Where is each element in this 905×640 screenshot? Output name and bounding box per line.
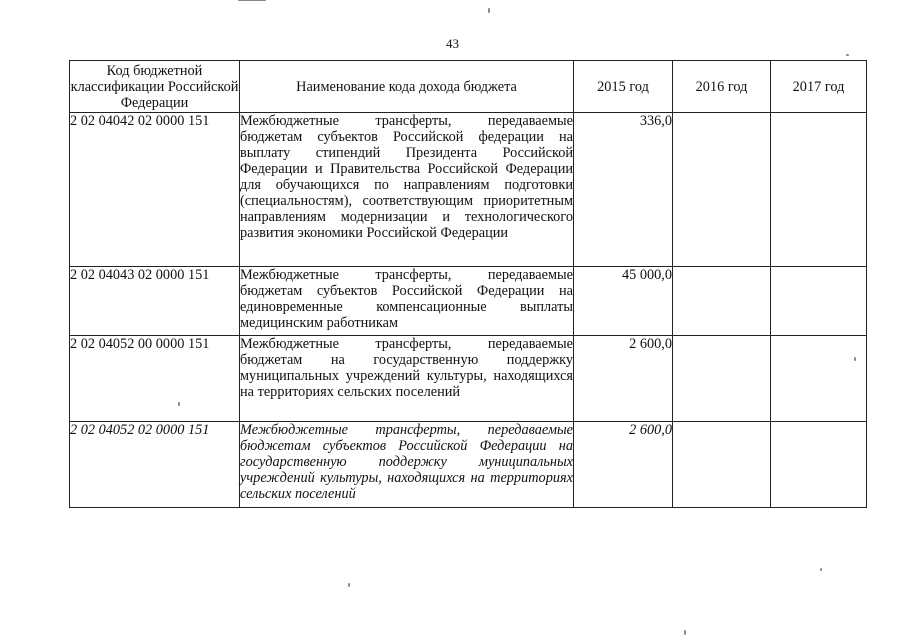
row-value-2015: 336,0 (574, 113, 673, 267)
table-row (70, 267, 867, 336)
row-name: Межбюджетные трансферты, передаваемые бюджетам субъектов Российской Федерации на единовременные компенсационные выплаты медицинским работникам (240, 267, 574, 336)
row-value-2017 (771, 422, 867, 508)
row-value-2017 (771, 267, 867, 336)
row-code: 2 02 04042 02 0000 151 (70, 113, 240, 267)
scan-speck (348, 583, 350, 587)
header-name: Наименование кода дохода бюджета (240, 61, 574, 113)
scan-speck (488, 8, 490, 13)
row-value-2016 (673, 267, 771, 336)
row-value-2015: 45 000,0 (574, 267, 673, 336)
budget-income-table (69, 60, 867, 508)
scan-speck (854, 357, 856, 361)
row-value-2015: 2 600,0 (574, 422, 673, 508)
table-header-row (70, 61, 867, 113)
scan-speck (238, 0, 266, 1)
row-value-2017 (771, 336, 867, 422)
row-name: Межбюджетные трансферты, передаваемые бюджетам на государственную поддержку муниципальных учреждений культуры, находящихся на территориях сельских поселений (240, 336, 574, 422)
row-name: Межбюджетные трансферты, передаваемые бюджетам субъектов Российской федерации на выплату стипендий Президента Российской Федерации и Правительства Российской Федерации для обучающихся по направлениям подготовки (специальностям), соответствующим приоритетным направлениям модернизации и технологического развития экономики Российской Федерации (240, 113, 574, 267)
scan-speck (820, 568, 822, 571)
row-name: Межбюджетные трансферты, передаваемые бюджетам субъектов Российской Федерации на государственную поддержку муниципальных учреждений культуры, находящихся на территориях сельских поселений (240, 422, 574, 508)
row-code: 2 02 04043 02 0000 151 (70, 267, 240, 336)
scan-speck (846, 54, 849, 56)
row-value-2015: 2 600,0 (574, 336, 673, 422)
page-number: 43 (446, 36, 459, 51)
header-2015: 2015 год (574, 61, 673, 113)
table-row (70, 422, 867, 508)
row-value-2016 (673, 422, 771, 508)
row-value-2016 (673, 336, 771, 422)
row-code: 2 02 04052 02 0000 151 (70, 422, 240, 508)
header-2016: 2016 год (673, 61, 771, 113)
row-value-2016 (673, 113, 771, 267)
table-row (70, 113, 867, 267)
row-value-2017 (771, 113, 867, 267)
scan-speck (178, 402, 180, 406)
header-code: Код бюджетной классификации Российской Федерации (70, 62, 239, 111)
row-code: 2 02 04052 00 0000 151 (70, 336, 240, 422)
header-2017: 2017 год (771, 61, 867, 113)
scan-speck (684, 630, 686, 635)
table-row (70, 336, 867, 422)
